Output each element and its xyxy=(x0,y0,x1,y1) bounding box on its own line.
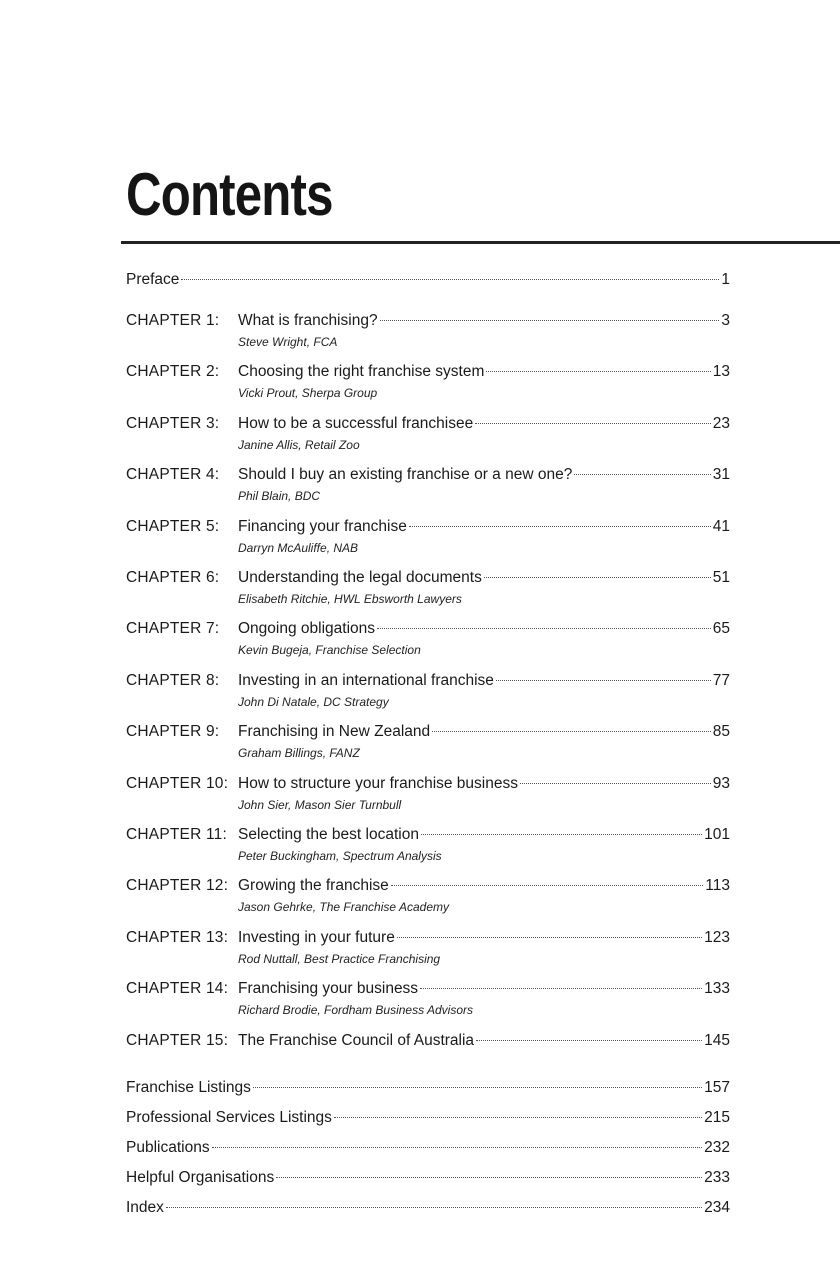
chapter-page: 65 xyxy=(712,620,730,637)
chapter-label: CHAPTER 11: xyxy=(126,826,227,843)
page-title: Contents xyxy=(126,161,333,228)
chapter-page: 13 xyxy=(712,363,730,380)
toc-entry-chapter-4[interactable] xyxy=(126,463,730,487)
chapter-title: Ongoing obligations xyxy=(238,620,376,637)
dot-leader xyxy=(574,473,710,475)
chapter-label: CHAPTER 7: xyxy=(126,620,220,637)
chapter-author: Janine Allis, Retail Zoo xyxy=(238,438,360,452)
chapter-author: Steve Wright, FCA xyxy=(238,335,338,349)
dot-leader xyxy=(496,679,711,681)
entry-title: Publications xyxy=(126,1139,210,1156)
chapter-author: Jason Gehrke, The Franchise Academy xyxy=(238,900,449,914)
chapter-page: 85 xyxy=(712,723,730,740)
chapter-label: CHAPTER 8: xyxy=(126,672,220,689)
dot-leader xyxy=(486,370,710,372)
dot-leader xyxy=(212,1146,703,1148)
toc-entry-back-matter[interactable] xyxy=(126,1076,730,1100)
chapter-author: Richard Brodie, Fordham Business Advisors xyxy=(238,1003,473,1017)
toc-entry-chapter-3[interactable] xyxy=(126,412,730,436)
dot-leader xyxy=(432,730,711,732)
chapter-title: Financing your franchise xyxy=(238,518,407,535)
chapter-page: 23 xyxy=(712,415,730,432)
chapter-label: CHAPTER 9: xyxy=(126,723,220,740)
chapter-title: The Franchise Council of Australia xyxy=(238,1032,475,1049)
toc-entry-chapter-9[interactable] xyxy=(126,720,730,744)
chapter-author: Vicki Prout, Sherpa Group xyxy=(238,386,378,400)
dot-leader xyxy=(166,1206,702,1208)
toc-entry-chapter-13[interactable] xyxy=(126,926,730,950)
chapter-title: Investing in an international franchise xyxy=(238,672,494,689)
chapter-label: CHAPTER 4: xyxy=(126,466,220,483)
dot-leader xyxy=(476,1039,702,1041)
entry-title: Professional Services Listings xyxy=(126,1109,332,1126)
entry-title: Index xyxy=(126,1199,164,1216)
chapter-title: Understanding the legal documents xyxy=(238,569,482,586)
chapter-title: Franchising your business xyxy=(238,980,419,997)
chapter-author: John Sier, Mason Sier Turnbull xyxy=(238,798,402,812)
toc-entry-chapter-5[interactable] xyxy=(126,515,730,539)
chapter-page: 133 xyxy=(704,980,730,997)
chapter-page: 113 xyxy=(705,877,730,894)
entry-page: 233 xyxy=(704,1169,730,1186)
chapter-page: 123 xyxy=(704,929,730,946)
chapter-label: CHAPTER 6: xyxy=(126,569,220,586)
chapter-author: John Di Natale, DC Strategy xyxy=(238,695,389,709)
chapter-page: 93 xyxy=(712,775,730,792)
entry-page: 1 xyxy=(721,271,730,288)
dot-leader xyxy=(484,576,711,578)
chapter-title: Growing the franchise xyxy=(238,877,389,894)
chapter-page: 77 xyxy=(712,672,730,689)
dot-leader xyxy=(181,278,719,280)
entry-title: Helpful Organisations xyxy=(126,1169,275,1186)
chapter-author: Kevin Bugeja, Franchise Selection xyxy=(238,643,421,657)
toc-entry-chapter-2[interactable] xyxy=(126,360,730,384)
toc-entry-back-matter[interactable] xyxy=(126,1196,730,1220)
toc-entry-chapter-8[interactable] xyxy=(126,669,730,693)
chapter-label: CHAPTER 15: xyxy=(126,1032,229,1049)
toc-entry-chapter-10[interactable] xyxy=(126,772,730,796)
chapter-author: Darryn McAuliffe, NAB xyxy=(238,541,359,555)
entry-page: 232 xyxy=(704,1139,730,1156)
dot-leader xyxy=(397,936,702,938)
dot-leader xyxy=(276,1176,702,1178)
chapter-page: 41 xyxy=(712,518,730,535)
dot-leader xyxy=(520,782,711,784)
chapter-title: Franchising in New Zealand xyxy=(238,723,431,740)
toc-entry-chapter-14[interactable] xyxy=(126,977,730,1001)
toc-entry-chapter-7[interactable] xyxy=(126,617,730,641)
toc-entry-chapter-12[interactable] xyxy=(126,874,730,898)
chapter-title: Investing in your future xyxy=(238,929,395,946)
dot-leader xyxy=(409,525,711,527)
entry-page: 157 xyxy=(704,1079,730,1096)
dot-leader xyxy=(391,884,704,886)
chapter-label: CHAPTER 14: xyxy=(126,980,229,997)
chapter-title: What is franchising? xyxy=(238,312,378,329)
chapter-label: CHAPTER 3: xyxy=(126,415,220,432)
chapter-page: 3 xyxy=(721,312,730,329)
toc-entry-back-matter[interactable] xyxy=(126,1166,730,1190)
entry-title: Preface xyxy=(126,271,180,288)
chapter-author: Rod Nuttall, Best Practice Franchising xyxy=(238,952,441,966)
chapter-title: How to structure your franchise business xyxy=(238,775,518,792)
dot-leader xyxy=(377,627,711,629)
heading-rule xyxy=(121,241,840,244)
chapter-author: Elisabeth Ritchie, HWL Ebsworth Lawyers xyxy=(238,592,462,606)
entry-page: 215 xyxy=(704,1109,730,1126)
chapter-page: 51 xyxy=(712,569,730,586)
entry-page: 234 xyxy=(704,1199,730,1216)
chapter-title: How to be a successful franchisee xyxy=(238,415,474,432)
toc-entry-chapter-15[interactable] xyxy=(126,1029,730,1053)
toc-entry-chapter-6[interactable] xyxy=(126,566,730,590)
dot-leader xyxy=(475,422,711,424)
chapter-label: CHAPTER 13: xyxy=(126,929,229,946)
chapter-page: 145 xyxy=(704,1032,730,1049)
chapter-label: CHAPTER 12: xyxy=(126,877,229,894)
toc-entry-chapter-11[interactable] xyxy=(126,823,730,847)
toc-entry-back-matter[interactable] xyxy=(126,1136,730,1160)
toc-entry-back-matter[interactable] xyxy=(126,1106,730,1130)
chapter-author: Phil Blain, BDC xyxy=(238,489,321,503)
chapter-author: Peter Buckingham, Spectrum Analysis xyxy=(238,849,442,863)
chapter-title: Choosing the right franchise system xyxy=(238,363,485,380)
chapter-page: 31 xyxy=(712,466,730,483)
chapter-label: CHAPTER 5: xyxy=(126,518,220,535)
chapter-author: Graham Billings, FANZ xyxy=(238,746,360,760)
dot-leader xyxy=(380,319,720,321)
toc-entry-preface[interactable] xyxy=(126,268,730,292)
chapter-label: CHAPTER 2: xyxy=(126,363,220,380)
entry-title: Franchise Listings xyxy=(126,1079,251,1096)
chapter-label: CHAPTER 10: xyxy=(126,775,229,792)
dot-leader xyxy=(420,987,702,989)
dot-leader xyxy=(334,1116,702,1118)
toc-entry-chapter-1[interactable] xyxy=(126,309,730,333)
chapter-label: CHAPTER 1: xyxy=(126,312,220,329)
dot-leader xyxy=(253,1086,702,1088)
chapter-title: Should I buy an existing franchise or a new one? xyxy=(238,466,573,483)
chapter-title: Selecting the best location xyxy=(238,826,419,843)
chapter-page: 101 xyxy=(704,826,730,843)
dot-leader xyxy=(421,833,702,835)
